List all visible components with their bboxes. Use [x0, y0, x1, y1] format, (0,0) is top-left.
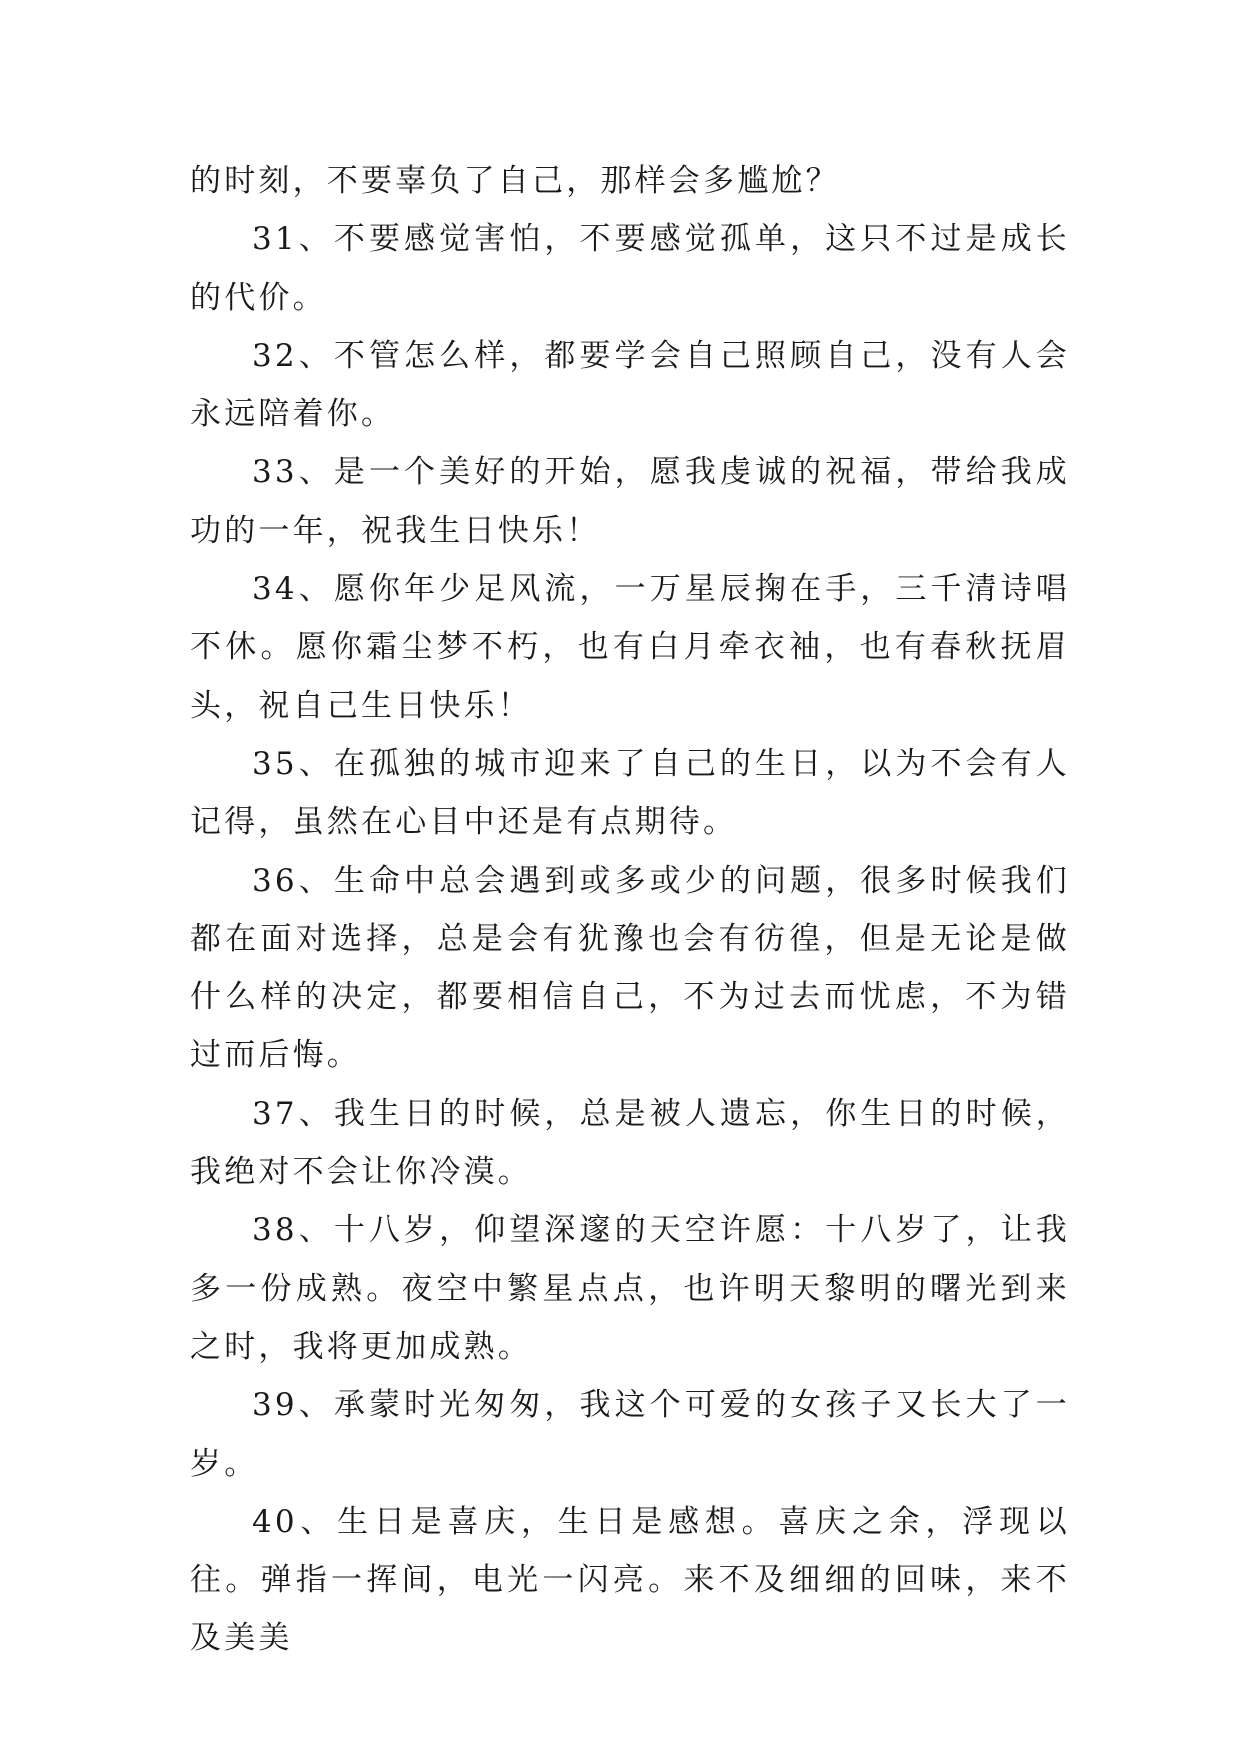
- paragraph-31: 31、不要感觉害怕，不要感觉孤单，这只不过是成长的代价。: [190, 221, 1070, 316]
- paragraph-38: 38、十八岁，仰望深邃的天空许愿：十八岁了，让我多一份成熟。夜空中繁星点点，也许明天黎明的曙光到来之时，我将更加成熟。: [190, 1212, 1070, 1365]
- paragraph-40: 40、生日是喜庆，生日是感想。喜庆之余，浮现以往。弹指一挥间，电光一闪亮。来不及细细的回味，来不及美美: [190, 1503, 1070, 1657]
- paragraph-39: 39、承蒙时光匆匆，我这个可爱的女孩子又长大了一岁。: [190, 1387, 1070, 1482]
- document-page: [190, 152, 1070, 1668]
- paragraph-34: 34、愿你年少足风流，一万星辰掬在手，三千清诗唱不休。愿你霜尘梦不朽，也有白月牵衣袖，也有春秋抚眉头，祝自己生日快乐！: [190, 571, 1070, 724]
- paragraph-37: 37、我生日的时候，总是被人遗忘，你生日的时候，我绝对不会让你冷漠。: [190, 1095, 1070, 1191]
- paragraph-32: 32、不管怎么样，都要学会自己照顾自己，没有人会永远陪着你。: [190, 337, 1070, 433]
- paragraph-33: 33、是一个美好的开始，愿我虔诚的祝福，带给我成功的一年，祝我生日快乐！: [190, 454, 1070, 549]
- paragraph-35: 35、在孤独的城市迎来了自己的生日，以为不会有人记得，虽然在心目中还是有点期待。: [190, 745, 1070, 841]
- paragraph-36: 36、生命中总会遇到或多或少的问题，很多时候我们都在面对选择，总是会有犹豫也会有彷徨，但是无论是做什么样的决定，都要相信自己，不为过去而忧虑，不为错过而后悔。: [190, 862, 1070, 1074]
- paragraph-continuation: 的时刻，不要辜负了自己，那样会多尴尬？: [190, 163, 840, 199]
